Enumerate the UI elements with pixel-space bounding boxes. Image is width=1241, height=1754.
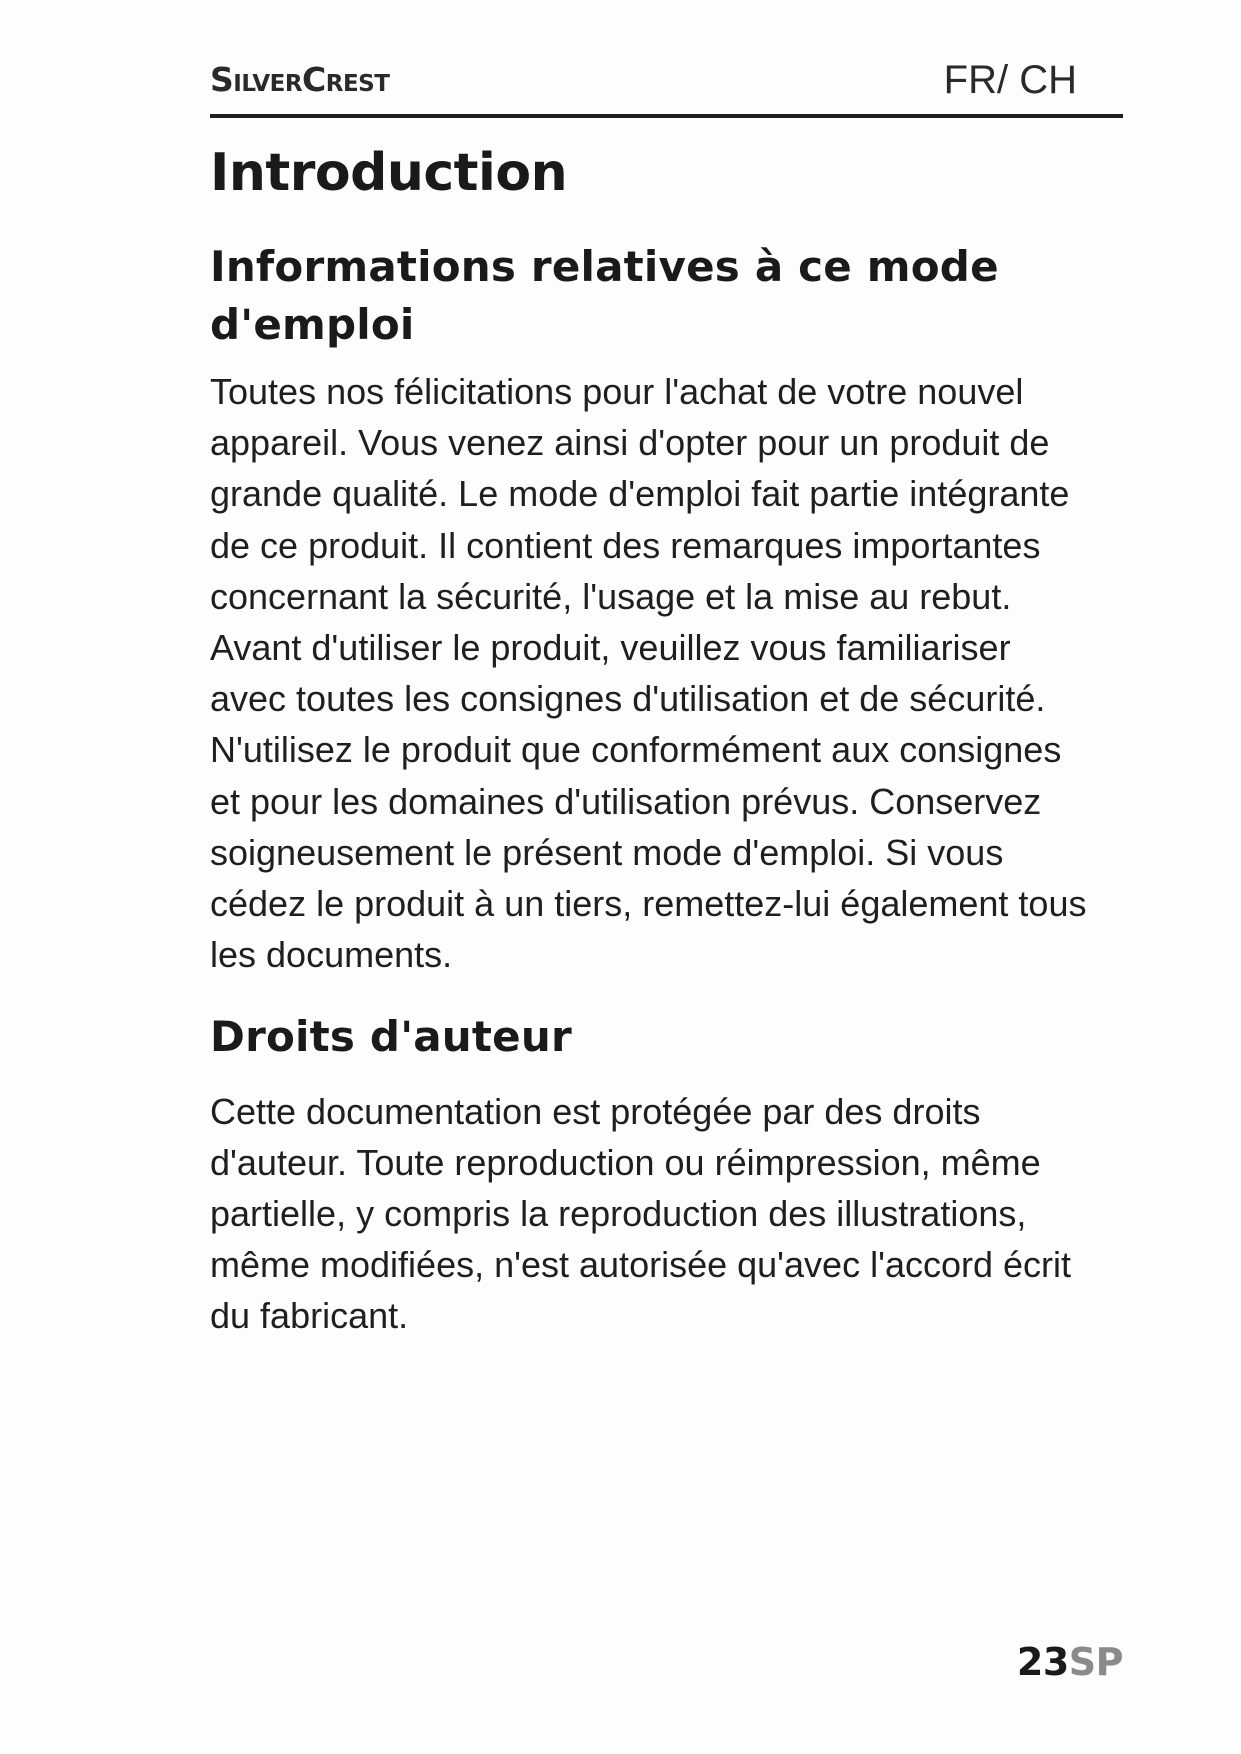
product-code: SP (1068, 1640, 1123, 1684)
page-title: Introduction (210, 143, 568, 203)
language-indicator: FR/ CH (943, 58, 1077, 102)
section-body-info: Toutes nos félicitations pour l'achat de votre nouvel appareil. Vous venez ainsi d'opter pour un produit de grande qualité. Le mode d'emploi fait partie intégrante de ce produit. Il contient des remarques importantes concernant la sécurité, l'usage et la mise au rebut. Avant d'utiliser le produit, veuillez vous familiariser avec toutes les consignes d'utilisation et de sécurité. N'utilisez le produit que conformément aux consignes et pour les domaines d'utilisation prévus. Conservez soigneusement le présent mode d'emploi. Si vous cédez le produit à un tiers, remettez-lui également tous les documents. (210, 371, 1087, 976)
page-footer (1017, 1640, 1123, 1684)
page-header (210, 58, 1123, 118)
section-body-copyright: Cette documentation est protégée par des droits d'auteur. Toute reproduction ou réimpression, même partielle, y compris la reproduction des illustrations, même modifiées, n'est autorisée qu'avec l'accord écrit du fabricant. (210, 1091, 1072, 1336)
page-number: 23 (1016, 1640, 1069, 1684)
section-heading-copyright: Droits d'auteur (210, 1012, 572, 1061)
page-content (210, 138, 1110, 1336)
brand-logo: SilverCrest (210, 60, 390, 99)
section-heading-info: Informations relatives à ce mode d'emploi (210, 242, 999, 349)
